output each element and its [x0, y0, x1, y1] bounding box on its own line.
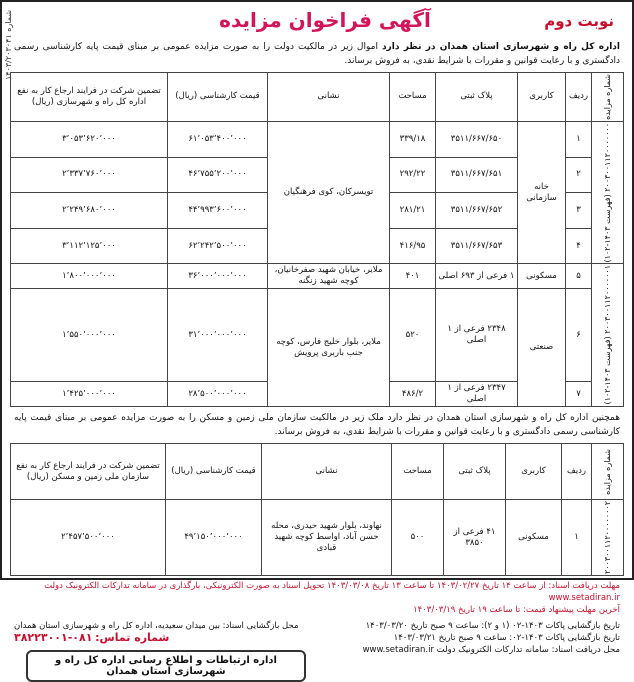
contact-label: شماره تماس:	[95, 631, 170, 645]
col-header: پلاک ثبتی	[444, 444, 506, 500]
ad-title: آگهی فراخوان مزایده	[219, 8, 431, 32]
cell-pelak: ۳۵۱۱/۶۶۷/۶۵۳	[436, 228, 518, 264]
cell-tazmin: ۲٬۳۳۷٬۷۶۰٬۰۰۰	[11, 157, 168, 193]
round-label: نوبت دوم	[544, 12, 614, 30]
opening-place: محل بازگشایی اسناد: بین میدان سعیدیه، اداره کل راه و شهرسازی استان همدان	[14, 621, 299, 632]
cell-masahat: ۳۳۹/۱۸	[390, 121, 436, 157]
cell-pelak: ۱ فرعی از ۶۹۳ اصلی	[436, 264, 518, 289]
col-header: تضمین شرکت در فرایند ارجاع کار به نفع اداره کل راه و شهرسازی (ریال)	[11, 73, 168, 122]
cell-karbari: مسکونی	[506, 500, 562, 576]
cell-pelak: ۴۱ فرعی از ۳۸۵۰	[444, 500, 506, 576]
cell-neshani: ملایر، بلوار خلیج فارس، کوچه جنب باربری پرویش	[268, 289, 390, 407]
cell-tazmin: ۱٬۸۰۰٬۰۰۰٬۰۰۰	[11, 264, 168, 289]
footer-dates	[320, 620, 620, 656]
land-table	[10, 443, 624, 576]
cell-karbari: خانه سازمانی	[518, 121, 566, 264]
cell-radif: ۳	[566, 193, 592, 229]
cell-neshani: ملایر، خیابان شهید صفرخانیان، کوچه شهید زنگنه	[268, 264, 390, 289]
col-header: تضمین شرکت در فرایند ارجاع کار به نفع سازمان ملی زمین و مسکن (ریال)	[11, 444, 166, 500]
cell-radif: ۱	[562, 500, 592, 576]
cell-radif: ۶	[566, 289, 592, 382]
col-header: قیمت کارشناسی (ریال)	[166, 444, 262, 500]
col-header: نشانی	[262, 444, 392, 500]
auction-group-cell: ۲۰۰۳۰۰۱۱۲۰۰۰۰۰۰۰ (فهرست ۱۴۰۳-۱۰۲)	[592, 121, 624, 264]
cell-masahat: ۴۸۶/۲	[390, 382, 436, 407]
cell-gheymat: ۶۱٬۰۵۳٬۴۰۰٬۰۰۰	[168, 121, 268, 157]
table-row	[11, 500, 624, 576]
cell-gheymat: ۶۲٬۲۴۲٬۵۰۰٬۰۰۰	[168, 228, 268, 264]
footer	[10, 620, 624, 680]
table-header-row	[11, 73, 624, 122]
col-header: مساحت	[390, 73, 436, 122]
table-row	[11, 121, 624, 157]
bid-deadline: آخرین مهلت پیشنهاد قیمت: تا ساعت ۱۹ تاریخ ۱۴۰۳/۰۳/۱۹	[413, 605, 620, 616]
second-paragraph: همچنین اداره کل راه و شهرسازی استان همدان در نظر دارد ملک زیر در مالکیت سازمان ملی زمین و مسکن را به صورت مزایده عمومی بر مبنای قیمت پایه کارشناسی رسمی دادگستری و با رعایت قوانین و مقررات با شرایط نقدی، به فروش برساند.	[14, 413, 620, 437]
col-header: شماره مزایده	[592, 444, 624, 500]
cell-tazmin: ۳٬۱۱۲٬۱۲۵٬۰۰۰	[11, 228, 168, 264]
col-header: کاربری	[506, 444, 562, 500]
cell-gheymat: ۳۶٬۰۰۰٬۰۰۰٬۰۰۰	[168, 264, 268, 289]
table-row	[11, 289, 624, 382]
col-header: قیمت کارشناسی (ریال)	[168, 73, 268, 122]
cell-masahat: ۲۹۲/۲۲	[390, 157, 436, 193]
cell-pelak: ۲۳۴۸ فرعی از ۱ اصلی	[436, 289, 518, 382]
cell-tazmin: ۳٬۰۵۳٬۶۲۰٬۰۰۰	[11, 121, 168, 157]
cell-radif: ۲	[566, 157, 592, 193]
contact-phone: ۰۸۱-۳۸۲۲۳۰۰۱	[14, 631, 93, 645]
col-header: ردیف	[566, 73, 592, 122]
cell-gheymat: ۳۱٬۰۰۰٬۰۰۰٬۰۰۰	[168, 289, 268, 382]
cell-gheymat: ۴۶٬۷۵۵٬۲۰۰٬۰۰۰	[168, 157, 268, 193]
opening-date-2: تاریخ بازگشایی پاکات ۱۴۰۳-۰۲: ساعت ۹ صبح تاریخ ۱۴۰۳/۰۳/۲۱	[393, 633, 620, 644]
table-row	[11, 264, 624, 289]
doc-location: محل دریافت اسناد: سامانه تدارکات الکترونیک دولت www.setadiran.ir	[362, 645, 620, 656]
cell-pelak: ۳۵۱۱/۶۶۷/۶۵۲	[436, 193, 518, 229]
table-header-row	[11, 444, 624, 500]
info-section	[10, 580, 624, 616]
col-header: کاربری	[518, 73, 566, 122]
cell-gheymat: ۴۹٬۱۵۰٬۰۰۰٬۰۰۰	[166, 500, 262, 576]
cell-gheymat: ۲۸٬۵۰۰٬۰۰۰٬۰۰۰	[168, 382, 268, 407]
cell-pelak: ۳۵۱۱/۶۶۷/۶۵۱	[436, 157, 518, 193]
col-header: ردیف	[562, 444, 592, 500]
department-box: اداره ارتباطات و اطلاع رسانی اداره کل راه و شهرسازی استان همدان	[26, 650, 306, 682]
cell-radif: ۱	[566, 121, 592, 157]
cell-pelak: ۳۵۱۱/۶۶۷/۶۵۰	[436, 121, 518, 157]
side-reference: شماره ۱۴۰۳/۲۰۳۰۴۱	[4, 10, 13, 81]
doc-deadline: مهلت دریافت اسناد: از ساعت ۱۴ تاریخ ۱۴۰۳/۰۲/۲۷ تا ساعت ۱۳ تاریخ ۱۴۰۳/۰۳/۰۸ تحویل اسناد به صورت الکترونیکی، بارگذاری در سامانه تدارکات الکترونیک دولت www.setadiran.ir	[44, 581, 620, 604]
col-header: مساحت	[392, 444, 444, 500]
header	[10, 6, 624, 40]
intro-text: اموال زیر در مالکیت دولت را به صورت مزایده عمومی بر مبنای قیمت پایه کارشناسی رسمی دادگستری و با رعایت قوانین و مقررات با شرایط نقدی، به فروش برساند.	[14, 42, 620, 66]
cell-tazmin: ۲٬۴۵۷٬۵۰۰٬۰۰۰	[11, 500, 166, 576]
footer-contact	[14, 620, 314, 645]
assets-table	[10, 72, 624, 407]
cell-radif: ۵	[566, 264, 592, 289]
intro-paragraph	[10, 40, 624, 68]
cell-tazmin: ۱٬۵۵۰٬۰۰۰٬۰۰۰	[11, 289, 168, 382]
cell-radif: ۴	[566, 228, 592, 264]
cell-neshani: تویسرکان، کوی فرهنگیان	[268, 121, 390, 264]
col-header: پلاک ثبتی	[436, 73, 518, 122]
intro-bold: اداره کل راه و شهرسازی استان همدان در نظر دارد	[381, 42, 620, 52]
cell-masahat: ۵۲۰	[390, 289, 436, 382]
cell-radif: ۷	[566, 382, 592, 407]
cell-masahat: ۴۱۶/۹۵	[390, 228, 436, 264]
cell-masahat: ۵۰۰	[392, 500, 444, 576]
cell-gheymat: ۴۴٬۹۹۳٬۶۰۰٬۰۰۰	[168, 193, 268, 229]
cell-tazmin: ۱٬۴۲۵٬۰۰۰٬۰۰۰	[11, 382, 168, 407]
cell-karbari: صنعتی	[518, 289, 566, 407]
col-header: نشانی	[268, 73, 390, 122]
cell-masahat: ۴۰۱	[390, 264, 436, 289]
cell-neshani: نهاوند، بلوار شهید حیدری، محله حسن آباد، اواسط کوچه شهید قبادی	[262, 500, 392, 576]
cell-pelak: ۲۳۴۷ فرعی از ۱ اصلی	[436, 382, 518, 407]
col-header: شماره مزایده	[592, 73, 624, 122]
auction-group-cell: ۲۰۰۳۰۰۱۱۲۰۰۰۰۰۰۱ (فهرست ۱۴۰۳-۱۰۲)	[592, 264, 624, 407]
cell-masahat: ۲۸۱/۲۱	[390, 193, 436, 229]
auction-number-cell: ۲۰۰۳۰۰۱۱۲۰۰۰۰۰۰۰۲	[592, 500, 624, 576]
opening-date-1: تاریخ بازگشایی پاکات ۱۴۰۳-۰۲ (۱ و ۲): ساعت ۹ صبح تاریخ ۱۴۰۳/۰۳/۲۰	[365, 621, 620, 632]
cell-karbari: مسکونی	[518, 264, 566, 289]
cell-tazmin: ۲٬۲۴۹٬۶۸۰٬۰۰۰	[11, 193, 168, 229]
